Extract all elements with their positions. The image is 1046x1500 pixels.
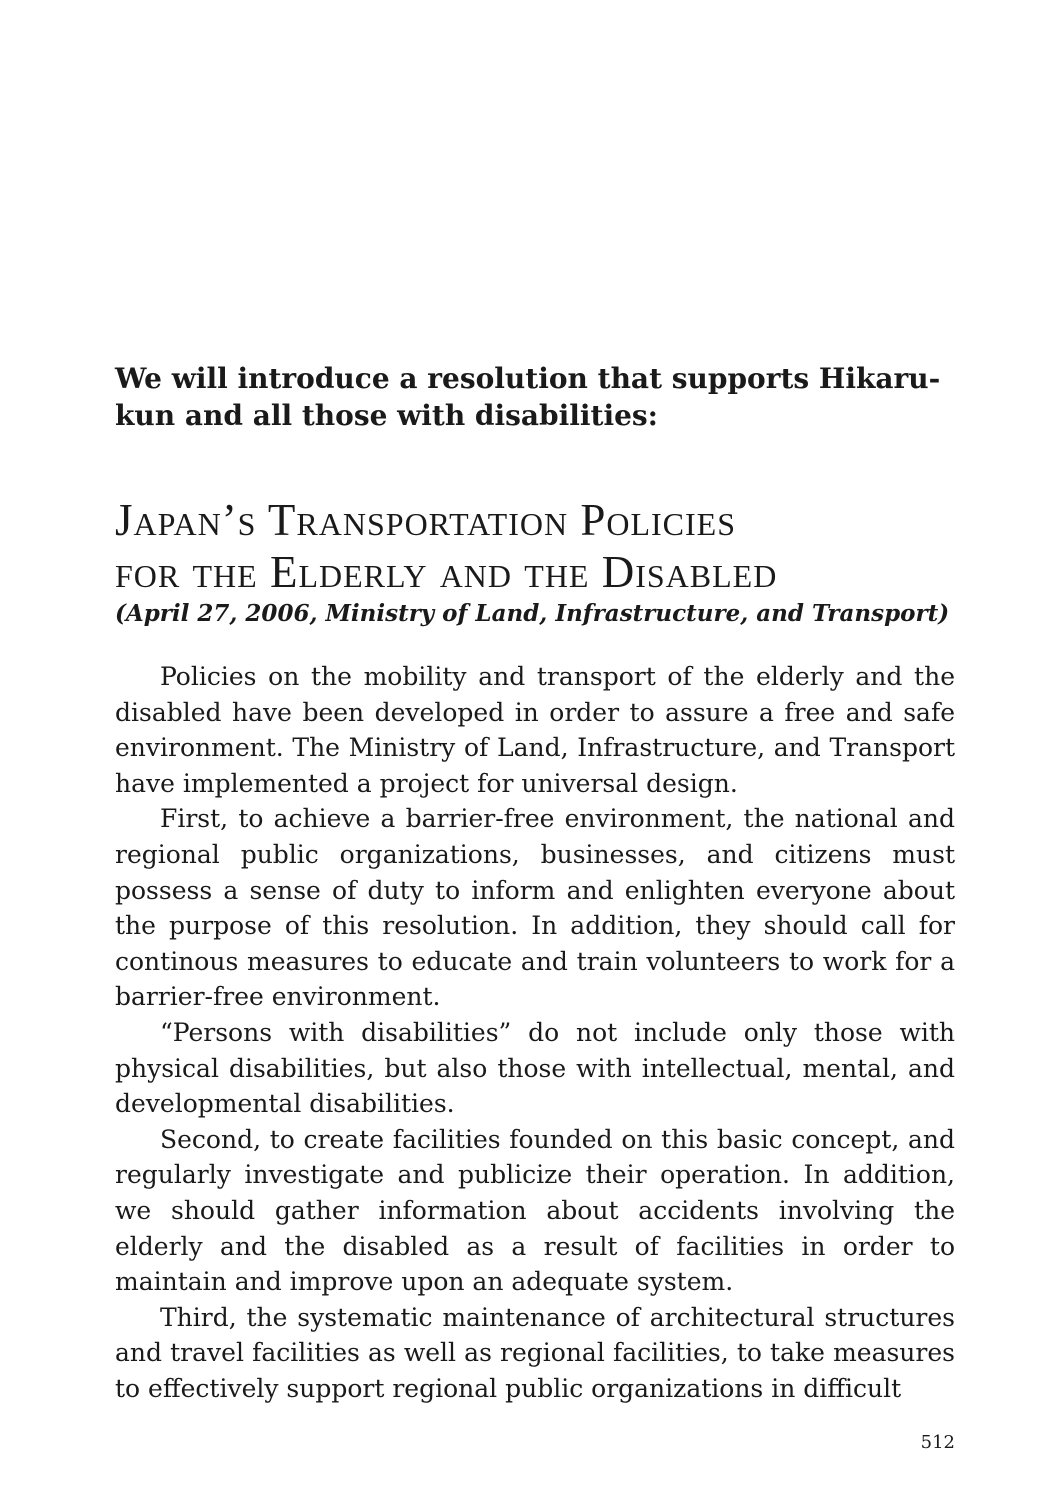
page-number: 512 bbox=[920, 1432, 955, 1453]
paragraph-4: Second, to create facilities founded on this basic concept, and regularly investigate and publicize their operation. In addition, we should gather information about accidents involving the elderly and the disabled as a result of facilities in order to maintain and improve upon an adequate system. bbox=[115, 1124, 955, 1297]
paragraph-5: Third, the systematic maintenance of architectural structures and travel facilities as well as regional facilities, to take measures to effectively support regional public organizations in difficult bbox=[115, 1302, 955, 1403]
section-title-line-1: Japan’s Transportation Policies bbox=[115, 495, 736, 545]
body-text bbox=[115, 659, 955, 1406]
paragraph-2: First, to achieve a barrier-free environment, the national and regional public organizations, businesses, and citizens must possess a sense of duty to inform and enlighten everyone about the purpose of this resolution. In addition, they should call for continous measures to educate and train volunteers to work for a barrier-free environment. bbox=[115, 804, 955, 1012]
page bbox=[115, 0, 955, 1500]
paragraph-1: Policies on the mobility and transport of the elderly and the disabled have been developed in order to assure a free and safe environment. The Ministry of Land, Infrastructure, and Transport have implemented a project for universal design. bbox=[115, 662, 955, 798]
section-subtitle: (April 27, 2006, Ministry of Land, Infrastructure, and Transport) bbox=[115, 600, 950, 627]
section-title-line-2: for the Elderly and the Disabled bbox=[115, 547, 778, 597]
section-title bbox=[115, 494, 955, 598]
paragraph-3: “Persons with disabilities” do not include only those with physical disabilities, but also those with intellectual, mental, and developmental disabilities. bbox=[115, 1017, 955, 1119]
intro-text: We will introduce a resolution that supports Hikaru-kun and all those with disabilities: bbox=[115, 362, 941, 432]
